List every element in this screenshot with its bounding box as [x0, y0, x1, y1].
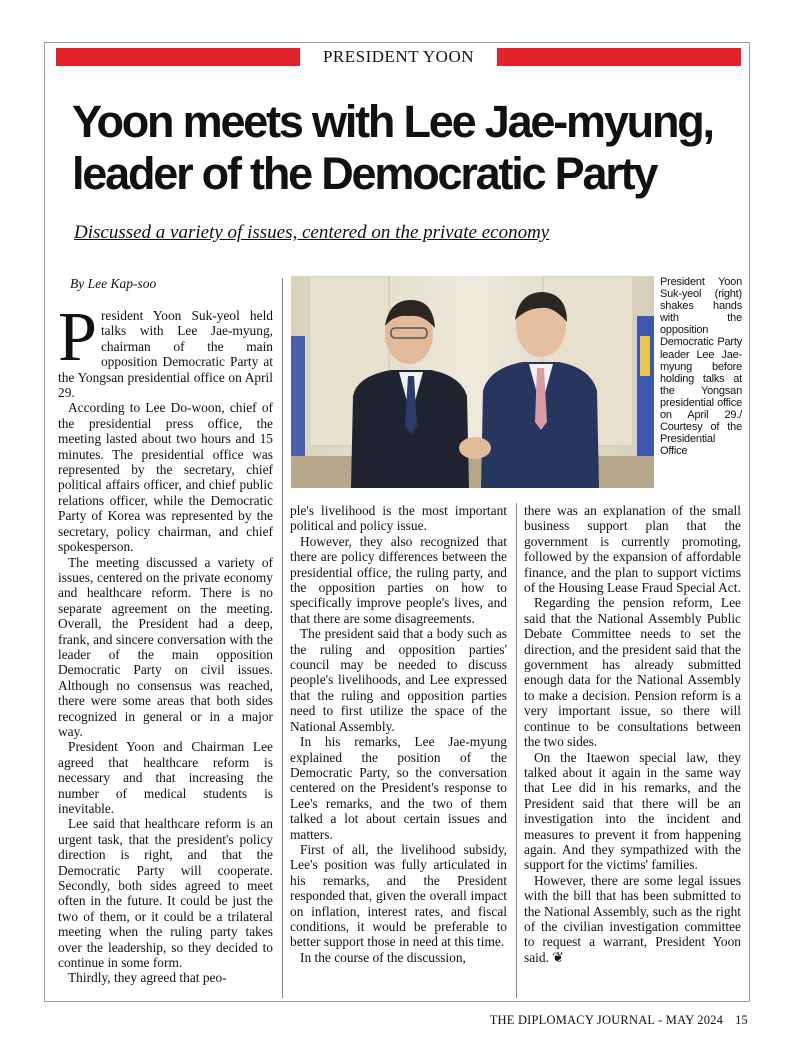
paragraph-3: The meeting discussed a variety of issues, centered on the private economy and healthcare reform. There is no separate agreement on the meeting. Overall, the President had a deep, frank, and sincere conversation with the leader of the main opposition Democratic Party on civil issues. Although no consensus was reached, there were some areas that both sides recognized in general or in a major way.: [58, 554, 273, 739]
paragraph-9: In his remarks, Lee Jae-myung explained the position of the Democratic Party, so the conversation centered on the President's response to Lee's remarks, and the two of them talked a lot about certain issues and matters.: [290, 734, 507, 842]
paragraph-5: Lee said that healthcare reform is an urgent task, that the president's policy direction is right, and that the Democratic Party will cooperate. Secondly, both sides agreed to meet often in the future. It could be just the two of them, or it could be a trilateral meeting when the ruling party takes over the leadership, so they decided to continue in some form.: [58, 816, 273, 971]
photo-caption: President Yoon Suk-yeol (right) shakes hands with the opposition Democratic Party leader Lee Jae-myung before holding talks at the Yongsan presidential office on April 29./ Courtesy of the Presidential Office: [660, 276, 742, 458]
page-footer: [490, 1013, 748, 1028]
paragraph-14-text: However, there are some legal issues with the bill that has been submitted to the National Assembly, such as the right of the civilian investigation committee to request a warrant, President Yoon said.: [524, 872, 741, 965]
paragraph-12: Regarding the pension reform, Lee said that the National Assembly Public Debate Committee needs to set the direction, and the president said that the government has already submitted enough data for the National Assembly to make a decision. Pension reform is a very important issue, so there will continue to be consultations between the two sides.: [524, 595, 741, 750]
publication-name: THE DIPLOMACY JOURNAL - MAY 2024: [489, 1013, 724, 1027]
drop-cap: P: [58, 299, 97, 376]
paragraph-6-start: Thirdly, they agreed that peo-: [68, 970, 227, 986]
article-column-1: [58, 299, 273, 986]
paragraph-2: According to Lee Do-woon, chief of the presidential press office, the meeting lasted about two hours and 15 minutes. The presidential office was represented by the secretary, chief political affairs officer, and chief public relations officer, while the Democratic Party of Korea was represented by the secretary, policy chairman, and chief spokesperson.: [58, 400, 273, 555]
paragraph-8: The president said that a body such as the ruling and opposition parties' council may be needed to discuss people's livelihoods, and Lee expressed that the ruling and opposition parties need to first utilize the space of the National Assembly.: [290, 626, 507, 734]
article-column-3: [524, 503, 741, 966]
handshake-photo-image: [291, 276, 654, 488]
headline-line-2: leader of the Democratic Party: [72, 148, 657, 199]
byline: By Lee Kap-soo: [70, 276, 157, 291]
end-mark-icon: ❦: [552, 950, 565, 966]
paragraph-1: [58, 299, 273, 401]
paragraph-11-end: there was an explanation of the small business support plan that the government is currently promoting, followed by the expansion of affordable finance, and the plan to support victims of the Housing Lease Fraud Special Act.: [524, 503, 741, 596]
headline-line-1: Yoon meets with Lee Jae-myung,: [72, 96, 713, 147]
section-bar-left: [56, 48, 300, 66]
section-bar-right: [497, 48, 741, 66]
subheadline: Discussed a variety of issues, centered on the private economy: [74, 222, 550, 243]
paragraph-6-end: ple's livelihood is the most important political and policy issue.: [290, 503, 507, 534]
paragraph-13: On the Itaewon special law, they talked about it again in the same way that Lee did in his remarks, and the President said that there will be an investigation into the incident and measures to prevent it from happening again. And they sympathized with the support for the victims' families.: [524, 749, 741, 873]
paragraph-10: First of all, the livelihood subsidy, Lee's position was fully articulated in his remarks, and the President responded that, given the overall impact on inflation, interest rates, and fiscal conditions, it would be preferable to better support those in need at this time.: [290, 841, 507, 950]
article-photo: [291, 276, 654, 488]
paragraph-14: [524, 873, 741, 966]
page-number: 15: [735, 1013, 748, 1027]
column-rule-1: [282, 278, 283, 998]
column-rule-2: [516, 503, 517, 998]
paragraph-1-text: resident Yoon Suk-yeol held talks with Lee Jae-myung, chairman of the main opposition Democratic Party at the Yongsan presidential office on April 29.: [58, 308, 273, 401]
paragraph-11-start: In the course of the discussion,: [300, 949, 466, 965]
section-label: PRESIDENT YOON: [322, 47, 475, 66]
article-column-2: [290, 503, 507, 965]
headline: [72, 96, 742, 200]
paragraph-4: President Yoon and Chairman Lee agreed that healthcare reform is necessary and that increasing the number of medical students is inevitable.: [58, 739, 273, 816]
paragraph-7: However, they also recognized that there are policy differences between the presidential office, the ruling party, and the opposition parties on how to specifically improve people's lives, and that there are some disagreements.: [290, 533, 507, 626]
